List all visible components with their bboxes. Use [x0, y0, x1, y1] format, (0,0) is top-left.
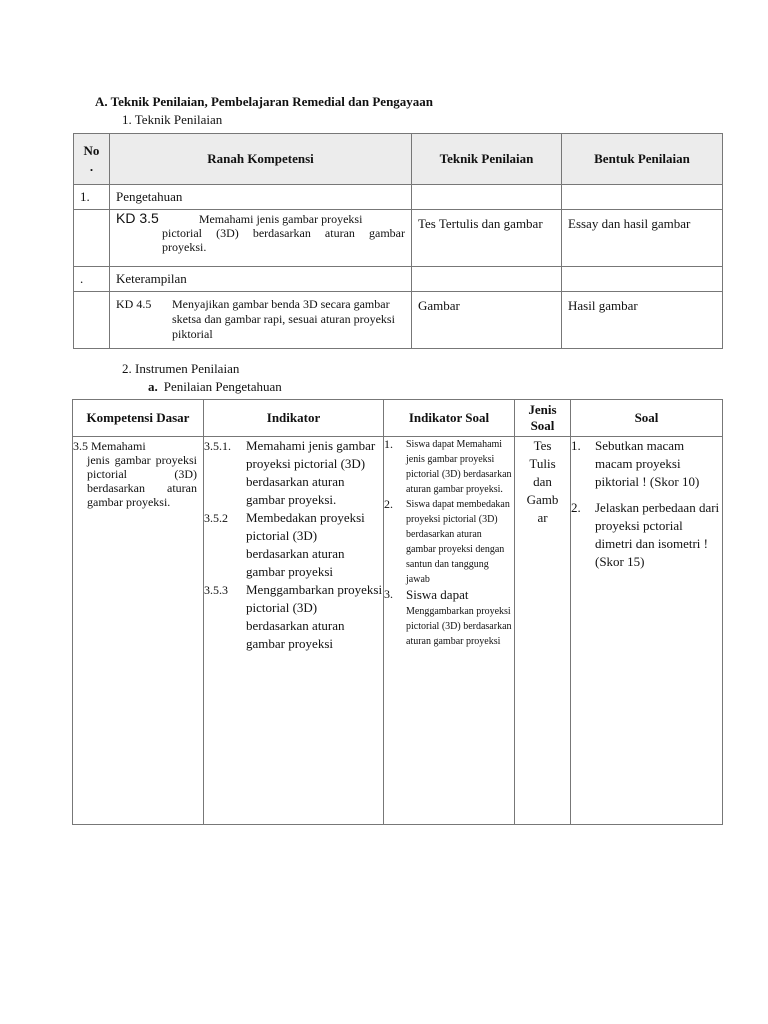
kd35-text-first: Memahami jenis gambar proyeksi [198, 212, 363, 226]
kompetensi-cell [73, 437, 204, 825]
list-item: 1. Siswa dapat Memahami jenis gambar proyeksi pictorial (3D) berdasarkan aturan gambar proyeksi. [384, 437, 512, 495]
kompetensi-first-line: 3.5 Memahami [73, 439, 146, 453]
teknik-penilaian-table [73, 133, 723, 349]
empty-cell [412, 267, 562, 292]
header-kompetensi: Kompetensi Dasar [73, 400, 204, 437]
subsection-teknik-penilaian: 1. Teknik Penilaian [122, 112, 223, 127]
instrumen-table [72, 399, 723, 825]
subsection-penilaian-pengetahuan [148, 379, 282, 395]
table-row [74, 185, 723, 210]
kd45-bentuk: Hasil gambar [562, 292, 723, 349]
kd45-cell [110, 292, 412, 349]
kd35-line [116, 211, 405, 226]
table-row [73, 437, 723, 825]
empty-cell [74, 210, 110, 267]
list-item: 2. Siswa dapat membedakan proyeksi pictorial (3D) berdasarkan aturan gambar proyeksi dengan santun dan tanggung jawab [384, 497, 510, 585]
row-no: 1. [74, 185, 110, 210]
header-teknik: Teknik Penilaian [412, 134, 562, 185]
kd35-cell [110, 210, 412, 267]
header-indikator: Indikator [204, 400, 384, 437]
sub2a-text: Penilaian Pengetahuan [163, 379, 282, 394]
list-item: 3.5.1. Memahami jenis gambar proyeksi pictorial (3D) berdasarkan aturan gambar proyeksi. [204, 438, 376, 507]
header-jenis: Jenis Soal [515, 400, 571, 437]
row-label-pengetahuan: Pengetahuan [110, 185, 412, 210]
list-item: 1. Sebutkan macam macam proyeksi piktorial ! (Skor 10) [571, 438, 700, 489]
header-soal: Soal [571, 400, 723, 437]
table-header-row [73, 400, 723, 437]
list-item: 3.5.3 Menggambarkan proyeksi pictorial (3D) berdasarkan aturan gambar proyeksi [204, 582, 383, 651]
subsection-instrumen: 2. Instrumen Penilaian [122, 361, 240, 376]
empty-cell [412, 185, 562, 210]
list-item: 3. Siswa dapat Menggambarkan proyeksi pictorial (3D) berdasarkan aturan gambar proyeksi [384, 587, 512, 647]
empty-cell [74, 292, 110, 349]
indikator-soal-cell [384, 437, 515, 825]
kd45-code: KD 4.5 [116, 297, 152, 311]
row-no: . [74, 267, 110, 292]
kd45-text: Menyajikan gambar benda 3D secara gambar sketsa dan gambar rapi, sesuai aturan proyeksi piktorial [172, 297, 395, 341]
jenis-soal-cell: Tes Tulis dan Gamb ar [515, 437, 571, 825]
section-title: A. Teknik Penilaian, Pembelajaran Remedial dan Pengayaan [95, 94, 434, 109]
kd35-teknik: Tes Tertulis dan gambar [412, 210, 562, 267]
empty-cell [562, 267, 723, 292]
empty-cell [562, 185, 723, 210]
kompetensi-rest: jenis gambar proyeksi pictorial (3D) berdasarkan aturan gambar proyeksi. [87, 453, 197, 509]
kd35-code: KD 3.5 [116, 210, 159, 226]
header-indikator-soal: Indikator Soal [384, 400, 515, 437]
list-item: 3.5.2 Membedakan proyeksi pictorial (3D) berdasarkan aturan gambar proyeksi [204, 510, 365, 579]
table-row [74, 210, 723, 267]
table-row [74, 267, 723, 292]
soal-cell [571, 437, 723, 825]
row-label-keterampilan: Keterampilan [110, 267, 412, 292]
kd45-teknik: Gambar [412, 292, 562, 349]
header-ranah: Ranah Kompetensi [110, 134, 412, 185]
header-bentuk: Bentuk Penilaian [562, 134, 723, 185]
list-item: 2. Jelaskan perbedaan dari proyeksi pctorial dimetri dan isometri ! (Skor 15) [571, 500, 720, 569]
table-header-row [74, 134, 723, 185]
sub2a-letter: a. [148, 379, 158, 394]
table-row [74, 292, 723, 349]
kd35-bentuk: Essay dan hasil gambar [562, 210, 723, 267]
indikator-cell [204, 437, 384, 825]
header-no: No . [74, 134, 110, 185]
kd35-text-rest: pictorial (3D) berdasarkan aturan gambar proyeksi. [162, 226, 405, 254]
